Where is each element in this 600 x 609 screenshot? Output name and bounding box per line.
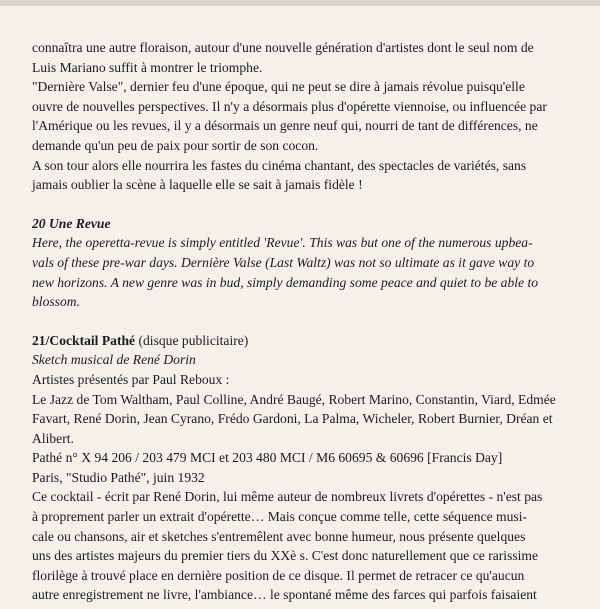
text-line: new horizons. A new genre was in bud, simply demanding some peace and quiet to be able to	[32, 274, 539, 290]
text-line: jamais oublier la scène à laquelle elle se sait à jamais fidèle !	[32, 177, 363, 193]
paragraph-gap	[32, 312, 560, 331]
text-line: cale ou chansons, air et sketches s'entremêlent avec bonne humeur, nous présente quelques	[32, 528, 526, 544]
document-page	[32, 38, 560, 605]
text-line: A son tour alors elle nourrira les fastes du cinéma chantant, des spectacles de variétés, sans	[32, 157, 527, 173]
text-line: Here, the operetta-revue is simply entitled 'Revue'. This was but one of the numerous upbea-	[32, 235, 533, 251]
text-line: autre enregistrement ne livre, l'ambiance… le spontané même des farces qui parfois faisaient	[32, 587, 537, 603]
text-line: vals of these pre-war days. Dernière Valse (Last Waltz) was not so ultimate as it gave way to	[32, 254, 535, 270]
text-line: connaîtra une autre floraison, autour d'une nouvelle génération d'artistes dont le seul nom de	[32, 40, 534, 55]
section-heading: 20 Une Revue	[32, 215, 111, 231]
text-line: Ce cocktail - écrit par René Dorin, lui même auteur de nombreux livrets d'opérettes - n'est pas	[32, 489, 543, 505]
section-heading-note: (disque publicitaire)	[135, 332, 249, 348]
text-line: uns des artistes majeurs du premier tiers du XXè s. C'est donc naturellement que ce rarissime	[32, 548, 539, 564]
text-line: ouvre de nouvelles perspectives. Il n'y a désormais plus d'opérette viennoise, ou influencée par	[32, 98, 547, 114]
text-line: l'Amérique ou les revues, il y a désormais un genre neuf qui, nourri de tant de différences, ne	[32, 118, 538, 134]
text-line: Pathé n° X 94 206 / 203 479 MCI et 203 480 MCI / M6 60695 & 60696 [Francis Day]	[32, 450, 503, 466]
paragraph-gap	[32, 195, 560, 214]
text-line: à proprement parler un extrait d'opérette… Mais conçue comme telle, cette séquence musi-	[32, 509, 528, 525]
text-line: Paris, "Studio Pathé", juin 1932	[32, 469, 205, 485]
section-heading	[32, 331, 560, 351]
section-subtitle: Sketch musical de René Dorin	[32, 352, 196, 368]
intro-paragraph	[32, 38, 560, 195]
text-line: demande qu'un peu de paix pour sortir de son cocon.	[32, 137, 319, 153]
text-line: "Dernière Valse", dernier feu d'une époque, qui ne peut se dire à jamais révolue puisqu'elle	[32, 79, 525, 95]
section-21	[32, 331, 560, 605]
section-20	[32, 214, 560, 312]
text-line: Luis Mariano suffit à montrer le triomphe.	[32, 59, 263, 75]
text-line: Alibert.	[32, 430, 74, 446]
page-top-edge	[0, 0, 600, 6]
text-line: Le Jazz de Tom Waltham, Paul Colline, André Baugé, Robert Marino, Constantin, Viard, Edmée	[32, 391, 556, 407]
text-line: Favart, René Dorin, Jean Cyrano, Frédo Gardoni, La Palma, Wicheler, Robert Burnier, Dréan et	[32, 411, 553, 427]
text-line: blossom.	[32, 294, 80, 310]
text-line: florilège à trouvé place en dernière position de ce disque. Il permet de retracer ce qu'aucun	[32, 567, 525, 583]
section-heading-title: 21/Cocktail Pathé	[32, 332, 136, 348]
text-line: Artistes présentés par Paul Reboux :	[32, 371, 230, 387]
